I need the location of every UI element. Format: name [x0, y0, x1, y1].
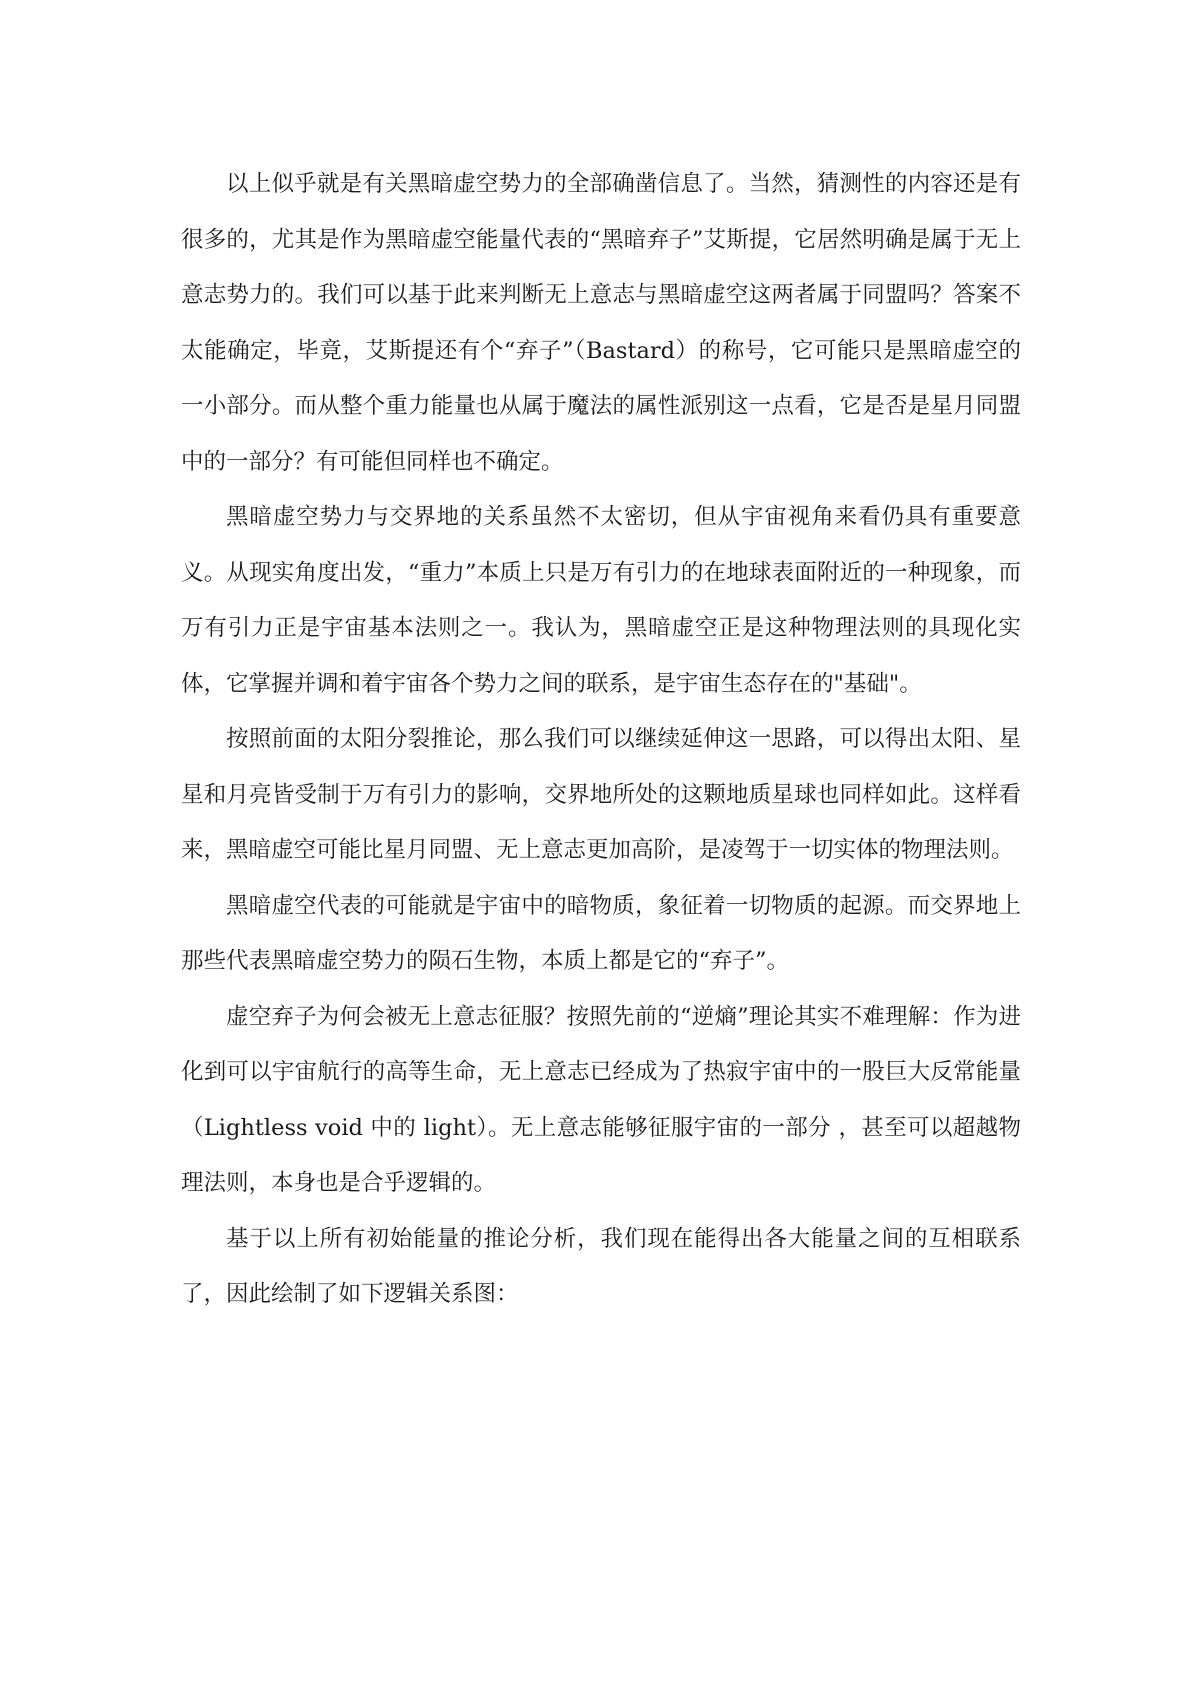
paragraph-3: 按照前面的太阳分裂推论，那么我们可以继续延伸这一思路，可以得出太阳、星星和月亮皆受制于万有引力的影响，交界地所处的这颗地质星球也同样如此。这样看来，黑暗虚空可能比星月同盟、无上意志更加高阶，是凌驾于一切实体的物理法则。: [181, 726, 1021, 863]
paragraph-2: 黑暗虚空势力与交界地的关系虽然不太密切，但从宇宙视角来看仍具有重要意义。从现实角度出发，“重力”本质上只是万有引力的在地球表面附近的一种现象，而万有引力正是宇宙基本法则之一。我认为，黑暗虚空正是这种物理法则的具现化实体，它掌握并调和着宇宙各个势力之间的联系，是宇宙生态存在的"基础"。: [181, 504, 1021, 697]
paragraph-6: 基于以上所有初始能量的推论分析，我们现在能得出各大能量之间的互相联系了，因此绘制了如下逻辑关系图：: [181, 1225, 1021, 1307]
paragraph-1: 以上似乎就是有关黑暗虚空势力的全部确凿信息了。当然，猜测性的内容还是有很多的，尤其是作为黑暗虚空能量代表的“黑暗弃子”艾斯提，它居然明确是属于无上意志势力的。我们可以基于此来判断无上意志与黑暗虚空这两者属于同盟吗？答案不太能确定，毕竟，艾斯提还有个“弃子”（Bastard）的称号，它可能只是黑暗虚空的一小部分。而从整个重力能量也从属于魔法的属性派别这一点看，它是否是星月同盟中的一部分？有可能但同样也不确定。: [181, 171, 1021, 475]
document-body: [181, 157, 1021, 1323]
paragraph-4: 黑暗虚空代表的可能就是宇宙中的暗物质，象征着一切物质的起源。而交界地上那些代表黑暗虚空势力的陨石生物，本质上都是它的“弃子”。: [181, 892, 1021, 974]
paragraph-5: 虚空弃子为何会被无上意志征服？按照先前的“逆熵”理论其实不难理解：作为进化到可以宇宙航行的高等生命，无上意志已经成为了热寂宇宙中的一股巨大反常能量（Lightless void 中的 light）。无上意志能够征服宇宙的一部分 ，甚至可以超越物理法则，本身也是合乎逻辑的。: [181, 1003, 1021, 1196]
